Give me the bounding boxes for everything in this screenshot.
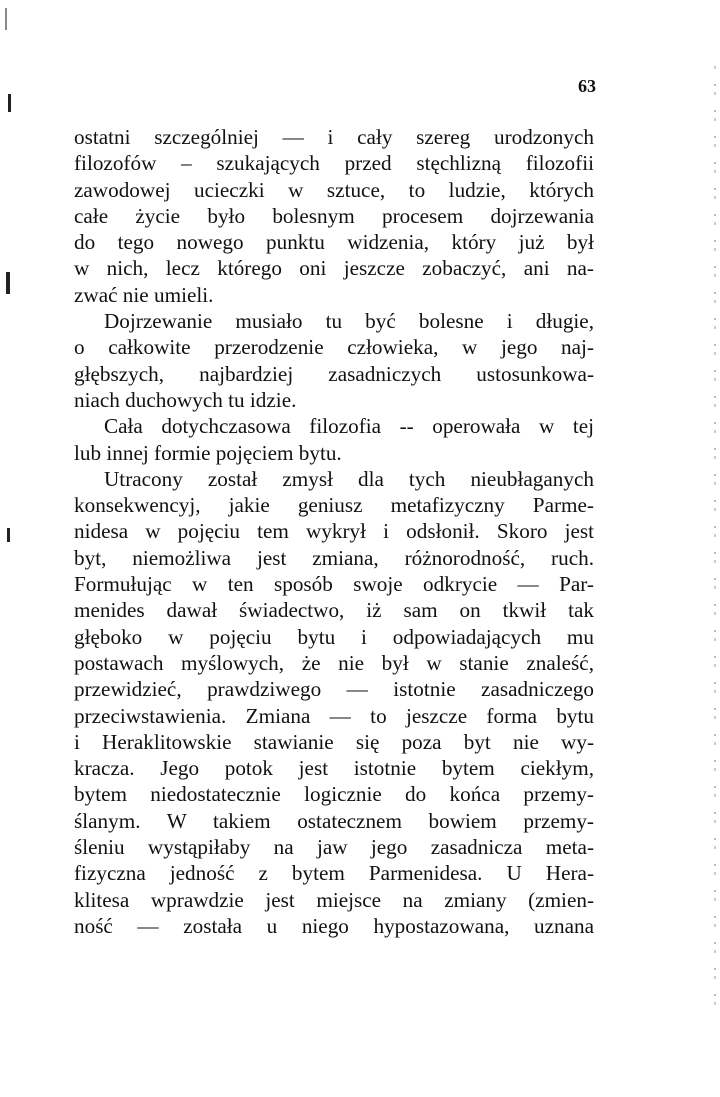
text-line: nidesa w pojęciu tem wykrył i odsłonił. Skoro jest bbox=[74, 519, 594, 544]
text-line: do tego nowego punktu widzenia, który już był bbox=[74, 230, 594, 255]
scan-edge-shadow bbox=[714, 60, 716, 1020]
text-line: ślanym. W takiem ostatecznem bowiem przemy- bbox=[74, 808, 594, 833]
scan-mark bbox=[7, 528, 10, 542]
text-line: postawach myślowych, że nie był w stanie znaleść, bbox=[74, 650, 594, 675]
text-line: i Heraklitowskie stawianie się poza byt nie wy- bbox=[74, 729, 594, 754]
text-line: w nich, lecz którego oni jeszcze zobaczyć, ani na- bbox=[74, 256, 594, 281]
text-line: śleniu wystąpiłaby na jaw jego zasadnicza meta- bbox=[74, 835, 594, 860]
text-line: całe życie było bolesnym procesem dojrzewania bbox=[74, 203, 594, 228]
text-line: Utracony został zmysł dla tych nieubłaganych bbox=[104, 466, 594, 491]
text-line: przeciwstawienia. Zmiana — to jeszcze forma bytu bbox=[74, 703, 594, 728]
text-line: Formułując w ten sposób swoje odkrycie — Par- bbox=[74, 572, 594, 597]
text-line: bytem niedostatecznie logicznie do końca przemy- bbox=[74, 782, 594, 807]
text-line: menides dawał świadectwo, iż sam on tkwił tak bbox=[74, 598, 594, 623]
text-line: konsekwencyj, jakie geniusz metafizyczny Parme- bbox=[74, 493, 594, 518]
text-line: zawodowej ucieczki w sztuce, to ludzie, których bbox=[74, 177, 594, 202]
text-line: ność — została u niego hypostazowana, uznana bbox=[74, 913, 594, 938]
text-line: byt, niemożliwa jest zmiana, różnorodność, ruch. bbox=[74, 545, 594, 570]
page-number: 63 bbox=[578, 76, 596, 96]
text-line: o całkowite przerodzenie człowieka, w jego naj- bbox=[74, 335, 594, 360]
text-line: fizyczna jedność z bytem Parmenidesa. U Hera- bbox=[74, 861, 594, 886]
text-line: filozofów – szukających przed stęchlizną filozofii bbox=[74, 151, 594, 176]
text-line: Dojrzewanie musiało tu być bolesne i długie, bbox=[104, 309, 594, 334]
text-line: klitesa wprawdzie jest miejsce na zmiany (zmien- bbox=[74, 887, 594, 912]
scan-mark bbox=[6, 272, 10, 294]
scan-mark bbox=[5, 8, 7, 30]
text-line: ostatni szczególniej — i cały szereg urodzonych bbox=[74, 125, 594, 149]
text-line: kracza. Jego potok jest istotnie bytem ciekłym, bbox=[74, 756, 594, 781]
body-text bbox=[74, 124, 594, 939]
text-line: zwać nie umieli. bbox=[74, 282, 214, 307]
text-line: głębszych, najbardziej zasadniczych ustosunkowa- bbox=[74, 361, 594, 386]
text-line: przewidzieć, prawdziwego — istotnie zasadniczego bbox=[74, 677, 594, 702]
text-line: niach duchowych tu idzie. bbox=[74, 387, 297, 412]
text-line: głęboko w pojęciu bytu i odpowiadających mu bbox=[74, 624, 594, 649]
text-line: lub innej formie pojęciem bytu. bbox=[74, 440, 342, 465]
text-line: Cała dotychczasowa filozofia -- operowała w tej bbox=[104, 414, 594, 439]
scan-mark bbox=[8, 94, 11, 112]
